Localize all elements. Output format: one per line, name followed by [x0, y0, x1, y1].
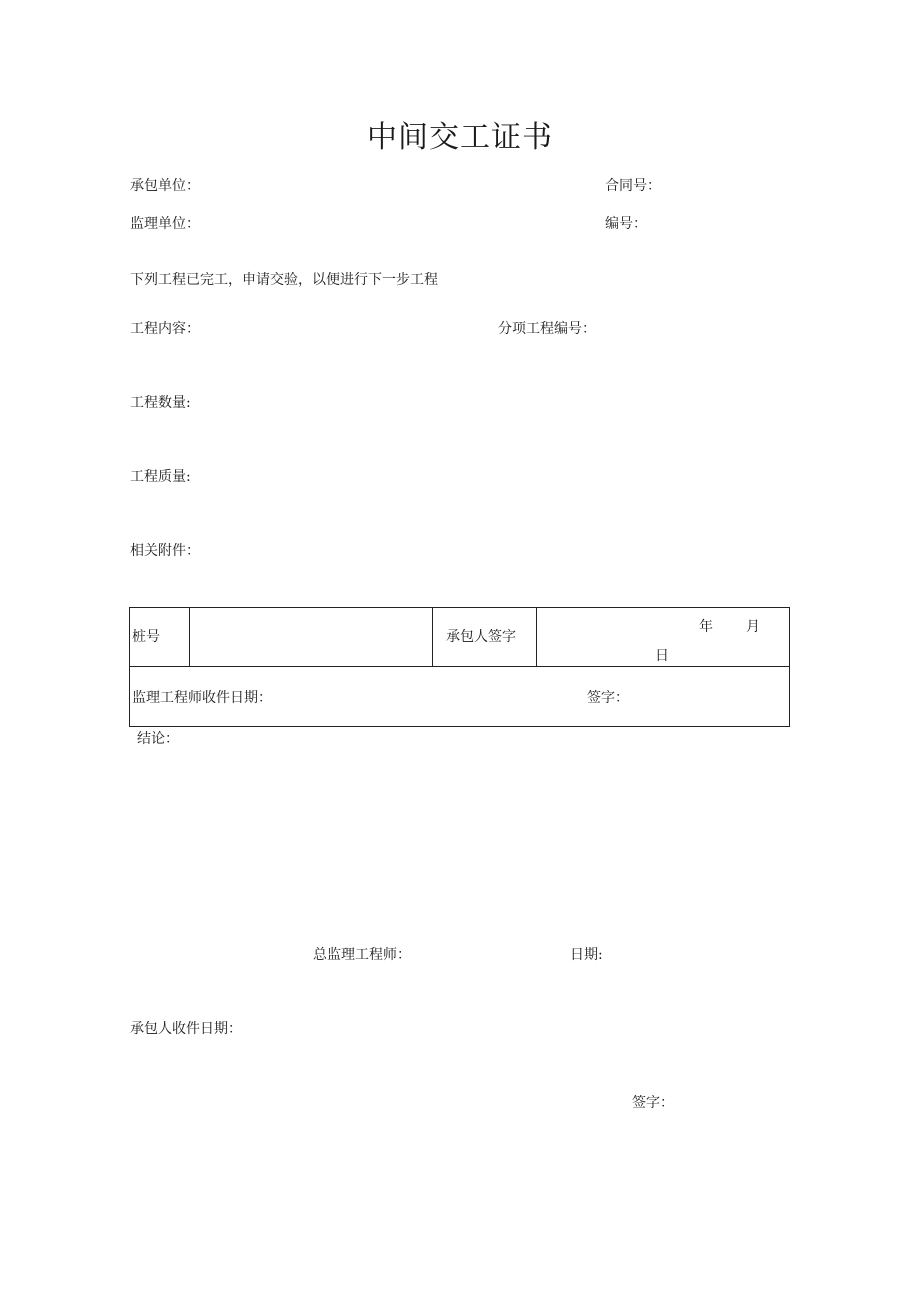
contractor-receipt-label: 承包人收件日期： [130, 1021, 242, 1037]
month-label: 月 [746, 619, 760, 635]
contractor-label: 承包单位： [130, 178, 200, 194]
table-divider-1 [189, 608, 190, 666]
work-quantity-label: 工程数量: [130, 395, 191, 411]
contract-no-label: 合同号： [605, 178, 661, 194]
receipt-date-label: 监理工程师收件日期： [132, 690, 272, 706]
chief-engineer-label: 总监理工程师： [313, 947, 411, 963]
year-label: 年 [699, 619, 713, 635]
work-content-label: 工程内容： [130, 321, 200, 337]
receipt-table [129, 607, 790, 727]
final-sign-label: 签字： [632, 1095, 674, 1111]
stake-no-label: 桩号 [132, 629, 160, 645]
sub-item-no-label: 分项工程编号： [498, 321, 596, 337]
intro-text: 下列工程已完工，申请交验，以便进行下一步工程 [130, 272, 438, 288]
document-title: 中间交工证书 [367, 120, 553, 155]
attachments-label: 相关附件： [130, 543, 200, 559]
day-label: 日 [655, 648, 669, 664]
date-label: 日期: [570, 947, 603, 963]
supervisor-label: 监理单位： [130, 216, 200, 232]
conclusion-label: 结论： [137, 731, 179, 747]
table-divider-3 [536, 608, 537, 666]
table-row-divider [130, 666, 789, 667]
work-quality-label: 工程质量: [130, 469, 191, 485]
contractor-sign-label: 承包人签字 [446, 629, 516, 645]
table-divider-2 [432, 608, 433, 666]
table-sign-label: 签字： [587, 690, 629, 706]
serial-no-label: 编号： [605, 216, 647, 232]
